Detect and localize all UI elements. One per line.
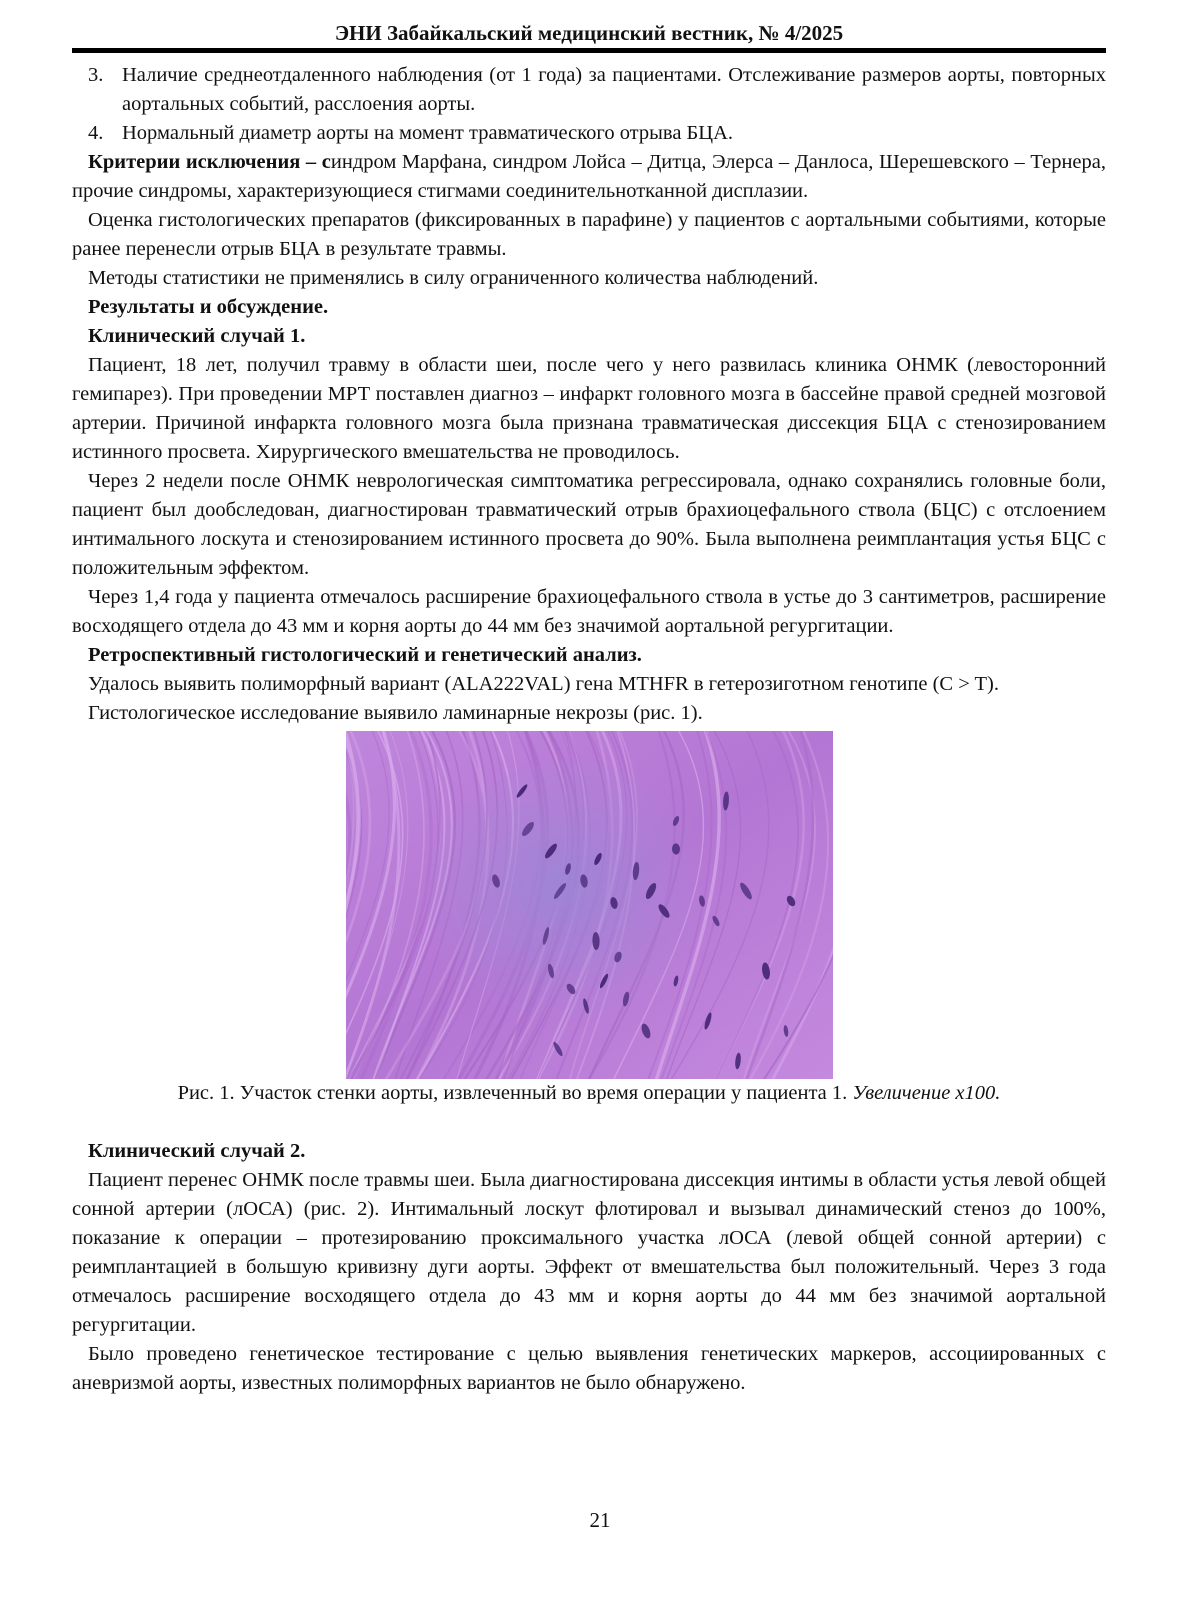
journal-header: ЭНИ Забайкальский медицинский вестник, № 4/2025 — [72, 18, 1106, 53]
case1-paragraph-1: Пациент, 18 лет, получил травму в области шеи, после чего у него развилась клиника ОНМК (левосторонний гемипарез). При проведении МРТ поставлен диагноз – инфаркт головного мозга в бассейне правой средней мозговой артерии. Причиной инфаркта головного мозга была признана травматическая диссекция БЦА с стенозированием истинного просвета. Хирургического вмешательства не проводилось. — [72, 354, 1106, 463]
document-page — [72, 18, 1106, 1398]
case1-paragraph-3: Через 1,4 года у пациента отмечалось расширение брахиоцефального ствола в устье до 3 сантиметров, расширение восходящего отдела до 43 мм и корня аорты до 44 мм без значимой аортальной регургитации. — [72, 586, 1106, 637]
page-content — [72, 61, 1106, 1398]
list-item-text: Нормальный диаметр аорты на момент травматического отрыва БЦА. — [122, 122, 734, 144]
exclusion-criteria-label: Критерии исключения – с — [88, 151, 331, 173]
case1-heading: Клинический случай 1. — [88, 325, 306, 347]
histology-micrograph — [346, 731, 833, 1079]
case2-paragraph-1: Пациент перенес ОНМК после травмы шеи. Была диагностирована диссекция интимы в области устья левой общей сонной артерии (лОСА) (рис. 2). Интимальный лоскут флотировал и вызывал динамический стеноз до 100%, показание к операции – протезированию проксимального участка лОСА (левой общей сонной артерии) с реимплантацией в большую кривизну дуги аорты. Эффект от вмешательства был положительный. Через 3 года отмечалось расширение восходящего отдела до 43 мм и корня аорты до 44 мм без значимой аортальной регургитации. — [72, 1169, 1106, 1336]
results-heading: Результаты и обсуждение. — [88, 296, 329, 318]
genetic-finding-paragraph: Удалось выявить полиморфный вариант (ALA222VAL) гена MTHFR в гетерозиготном генотипе (C > T). — [88, 673, 999, 695]
figure-1-caption-text: Рис. 1. Участок стенки аорты, извлеченный во время операции у пациента 1. — [177, 1082, 853, 1104]
list-item — [72, 61, 1106, 119]
case2-paragraph-2: Было проведено генетическое тестирование с целью выявления генетических маркеров, ассоциированных с аневризмой аорты, известных полиморфных вариантов не было обнаружено. — [72, 1343, 1106, 1394]
statistics-paragraph: Методы статистики не применялись в силу ограниченного количества наблюдений. — [88, 267, 819, 289]
figure-1-caption — [72, 1079, 1106, 1108]
figure-1-magnification: Увеличение х100. — [852, 1082, 1001, 1104]
retrospective-analysis-heading: Ретроспективный гистологический и генетический анализ. — [88, 644, 642, 666]
page-number: 21 — [589, 1508, 611, 1532]
list-item-text: Наличие среднеотдаленного наблюдения (от 1 года) за пациентами. Отслеживание размеров аорты, повторных аортальных событий, расслоения аорты. — [122, 64, 1106, 115]
list-item-number: 4. — [88, 122, 104, 144]
histology-evaluation-paragraph: Оценка гистологических препаратов (фиксированных в парафине) у пациентов с аортальными событиями, которые ранее перенесли отрыв БЦА в результате травмы. — [72, 209, 1106, 260]
exclusion-criteria-paragraph — [72, 148, 1106, 206]
histology-finding-paragraph: Гистологическое исследование выявило ламинарные некрозы (рис. 1). — [88, 702, 703, 724]
case1-paragraph-2: Через 2 недели после ОНМК неврологическая симптоматика регрессировала, однако сохранялись головные боли, пациент был дообследован, диагностирован травматический отрыв брахиоцефального ствола (БЦС) с отслоением интимального лоскута и стенозированием истинного просвета до 90%. Была выполнена реимплантация устья БЦС с положительным эффектом. — [72, 470, 1106, 579]
exclusion-criteria-text: индром Марфана, синдром Лойса – Дитца, Элерса – Данлоса, Шерешевского – Тернера, прочие синдромы, характеризующиеся стигмами соединительнотканной дисплазии. — [72, 151, 1107, 202]
list-item — [72, 119, 1106, 148]
case2-heading: Клинический случай 2. — [88, 1140, 306, 1162]
list-item-number: 3. — [88, 64, 104, 86]
